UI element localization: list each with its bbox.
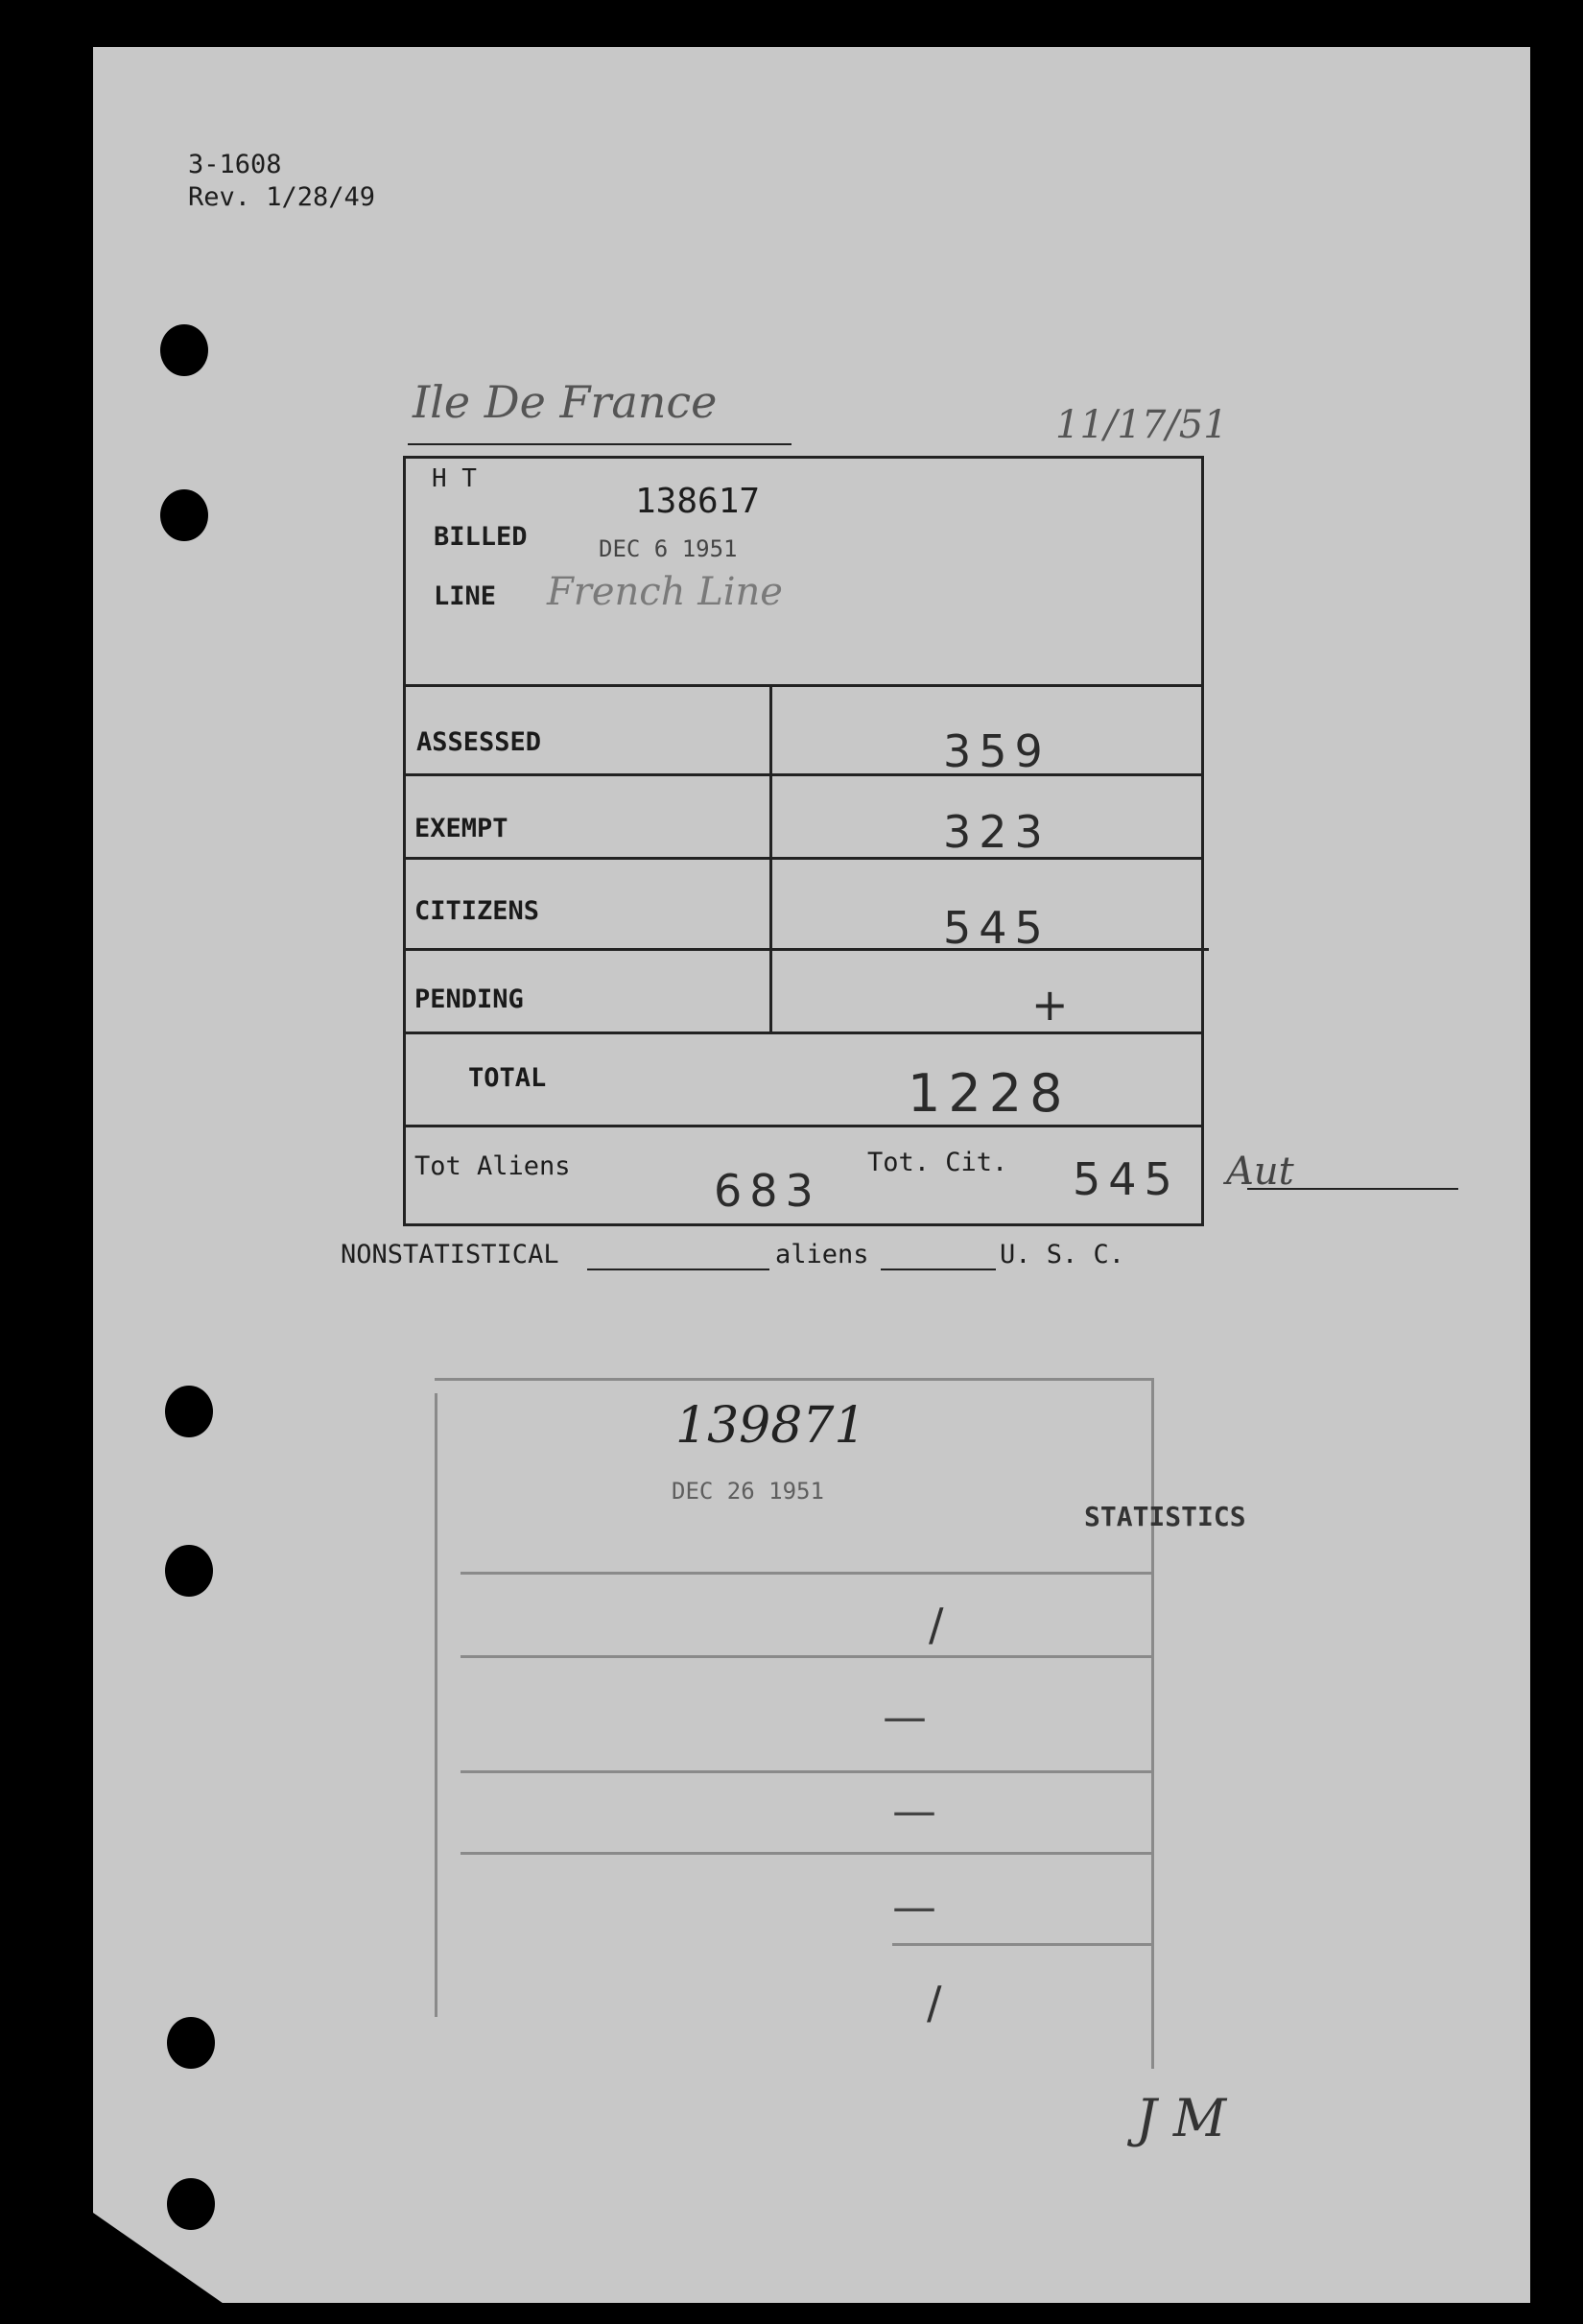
- ship-name-underline: [408, 443, 792, 445]
- punch-hole-4: [165, 1545, 213, 1597]
- total-label: TOTAL: [468, 1063, 547, 1093]
- form-number: 3-1608: [188, 150, 282, 179]
- form2-number: 139871: [675, 1397, 866, 1455]
- form2-mark-5: /: [927, 1977, 950, 2028]
- form2-divider-2: [461, 1655, 1151, 1658]
- exempt-label: EXEMPT: [414, 814, 508, 843]
- citizens-value: 545: [943, 902, 1051, 954]
- exempt-value: 323: [943, 806, 1051, 858]
- form2-divider-3: [461, 1770, 1151, 1773]
- form-revision: Rev. 1/28/49: [188, 182, 376, 212]
- tot-aliens-value: 683: [714, 1165, 821, 1217]
- divider-total: [403, 1125, 1204, 1127]
- initials: Aut: [1226, 1150, 1294, 1194]
- usc-label: U. S. C.: [1000, 1240, 1125, 1269]
- pending-label: PENDING: [414, 984, 524, 1014]
- assessed-label: ASSESSED: [416, 727, 542, 757]
- punch-hole-5: [167, 2017, 215, 2069]
- form2-initials: J M: [1136, 2088, 1227, 2148]
- divider-exempt: [403, 857, 1204, 860]
- tot-cit-label: Tot. Cit.: [867, 1148, 1008, 1177]
- punch-hole-3: [165, 1386, 213, 1437]
- nonstatistical-label: NONSTATISTICAL: [341, 1240, 559, 1269]
- aliens-blank: [881, 1269, 996, 1270]
- initials-stroke: [1247, 1188, 1458, 1190]
- pending-value: +: [1031, 979, 1076, 1031]
- form2-mark-2: —: [883, 1691, 934, 1743]
- line-label: LINE: [434, 581, 497, 611]
- divider-citizens: [403, 948, 1209, 951]
- form2-mark-4: —: [892, 1881, 944, 1933]
- tot-cit-value: 545: [1073, 1153, 1180, 1205]
- voyage-date: 11/17/51: [1055, 403, 1228, 447]
- punch-hole-1: [160, 324, 208, 376]
- ht-label: H T: [432, 464, 477, 493]
- total-value: 1228: [908, 1063, 1071, 1124]
- ht-number: 138617: [635, 482, 761, 521]
- billed-label: BILLED: [434, 522, 528, 552]
- citizens-label: CITIZENS: [414, 896, 540, 926]
- tax-form: [403, 456, 1204, 1226]
- punch-hole-6: [167, 2178, 215, 2230]
- billed-stamp: DEC 6 1951: [599, 535, 738, 562]
- form2-stamp: DEC 26 1951: [672, 1478, 824, 1505]
- line-value: French Line: [547, 570, 783, 614]
- form2-mark-3: —: [892, 1785, 944, 1837]
- punch-hole-2: [160, 489, 208, 541]
- form2-divider-5: [892, 1943, 1151, 1946]
- form2-left-edge: [435, 1393, 437, 2017]
- divider-header: [403, 684, 1204, 687]
- aliens-label: aliens: [775, 1240, 869, 1269]
- form2-mark-1: /: [929, 1599, 952, 1650]
- divider-pending: [403, 1032, 1204, 1034]
- assessed-value: 359: [943, 725, 1051, 777]
- nonstatistical-blank: [587, 1269, 769, 1270]
- form2-top-edge: [435, 1378, 1152, 1381]
- ship-name: Ile De France: [413, 376, 718, 428]
- statistics-stamp: STATISTICS: [1084, 1501, 1246, 1532]
- form2-right-edge: [1151, 1378, 1154, 2069]
- form2-divider-4: [461, 1852, 1151, 1855]
- tot-aliens-label: Tot Aliens: [414, 1151, 571, 1181]
- divider-assessed: [403, 773, 1204, 776]
- form2-divider-1: [461, 1572, 1151, 1575]
